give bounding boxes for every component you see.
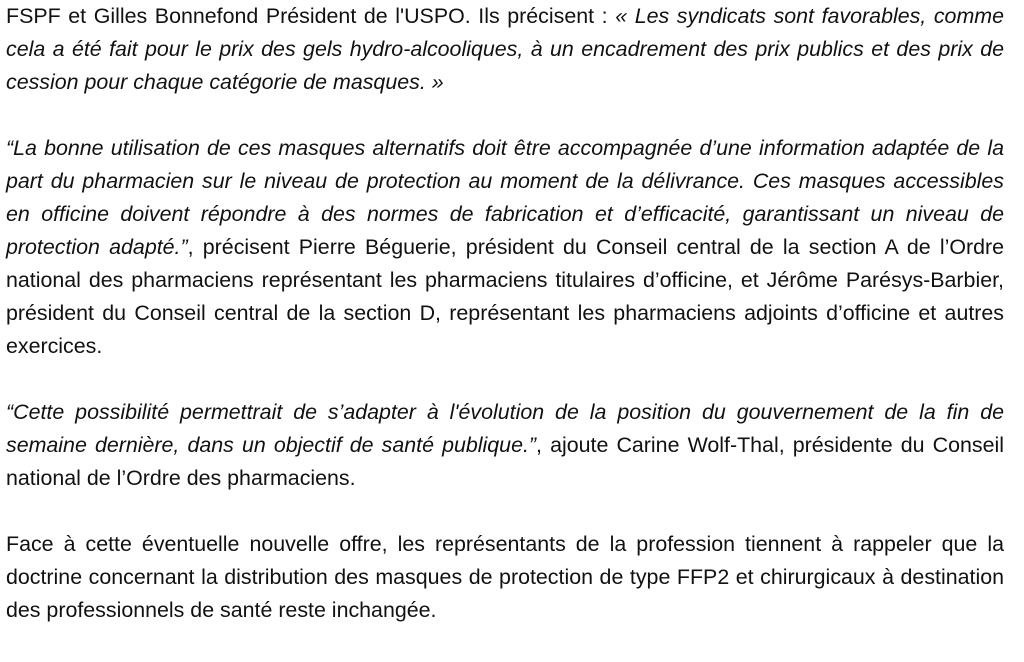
quote-text: « Les syndicats sont favorables, comme cela a été fait pour le prix des gels hydro-alcooliques, à un encadrement des prix publics et des prix de cession pour chaque catégorie de masques. » [6, 4, 1004, 94]
quote-text: “Cette possibilité permettrait de s’adapter à l'évolution de la position du gouvernement de la fin de semaine dernière, dans un objectif de santé publique.” [6, 400, 1004, 457]
paragraph-text: Face à cette éventuelle nouvelle offre, les représentants de la profession tiennent à rappeler que la doctrine concernant la distribution des masques de protection de type FFP2 et chirurgicaux à destination des professionnels de santé reste inchangée. [6, 532, 1004, 622]
paragraph-doctrine [6, 528, 1004, 627]
attribution-text: , ajoute Carine Wolf-Thal, présidente du Conseil national de l’Ordre des pharmaciens. [6, 433, 1004, 490]
attribution-text: , précisent Pierre Béguerie, président du Conseil central de la section A de l’Ordre national des pharmaciens représentant les pharmaciens titulaires d’officine, et Jérôme Parésys-Barbier, président du Conseil central de la section D, représentant les pharmaciens adjoints d’officine et autres exercices. [6, 235, 1005, 358]
document-body [6, 0, 1004, 627]
paragraph-ordre-sections [6, 132, 1004, 363]
paragraph-conseil-national [6, 396, 1004, 495]
paragraph-syndicats [6, 0, 1004, 99]
quote-text: “La bonne utilisation de ces masques alternatifs doit être accompagnée d’une information adaptée de la part du pharmacien sur le niveau de protection au moment de la délivrance. Ces masques accessibles en officine doivent répondre à des normes de fabrication et d’efficacité, garantissant un niveau de protection adapté.” [6, 136, 1004, 259]
paragraph-lead: FSPF et Gilles Bonnefond Président de l'USPO. Ils précisent : [6, 4, 616, 28]
